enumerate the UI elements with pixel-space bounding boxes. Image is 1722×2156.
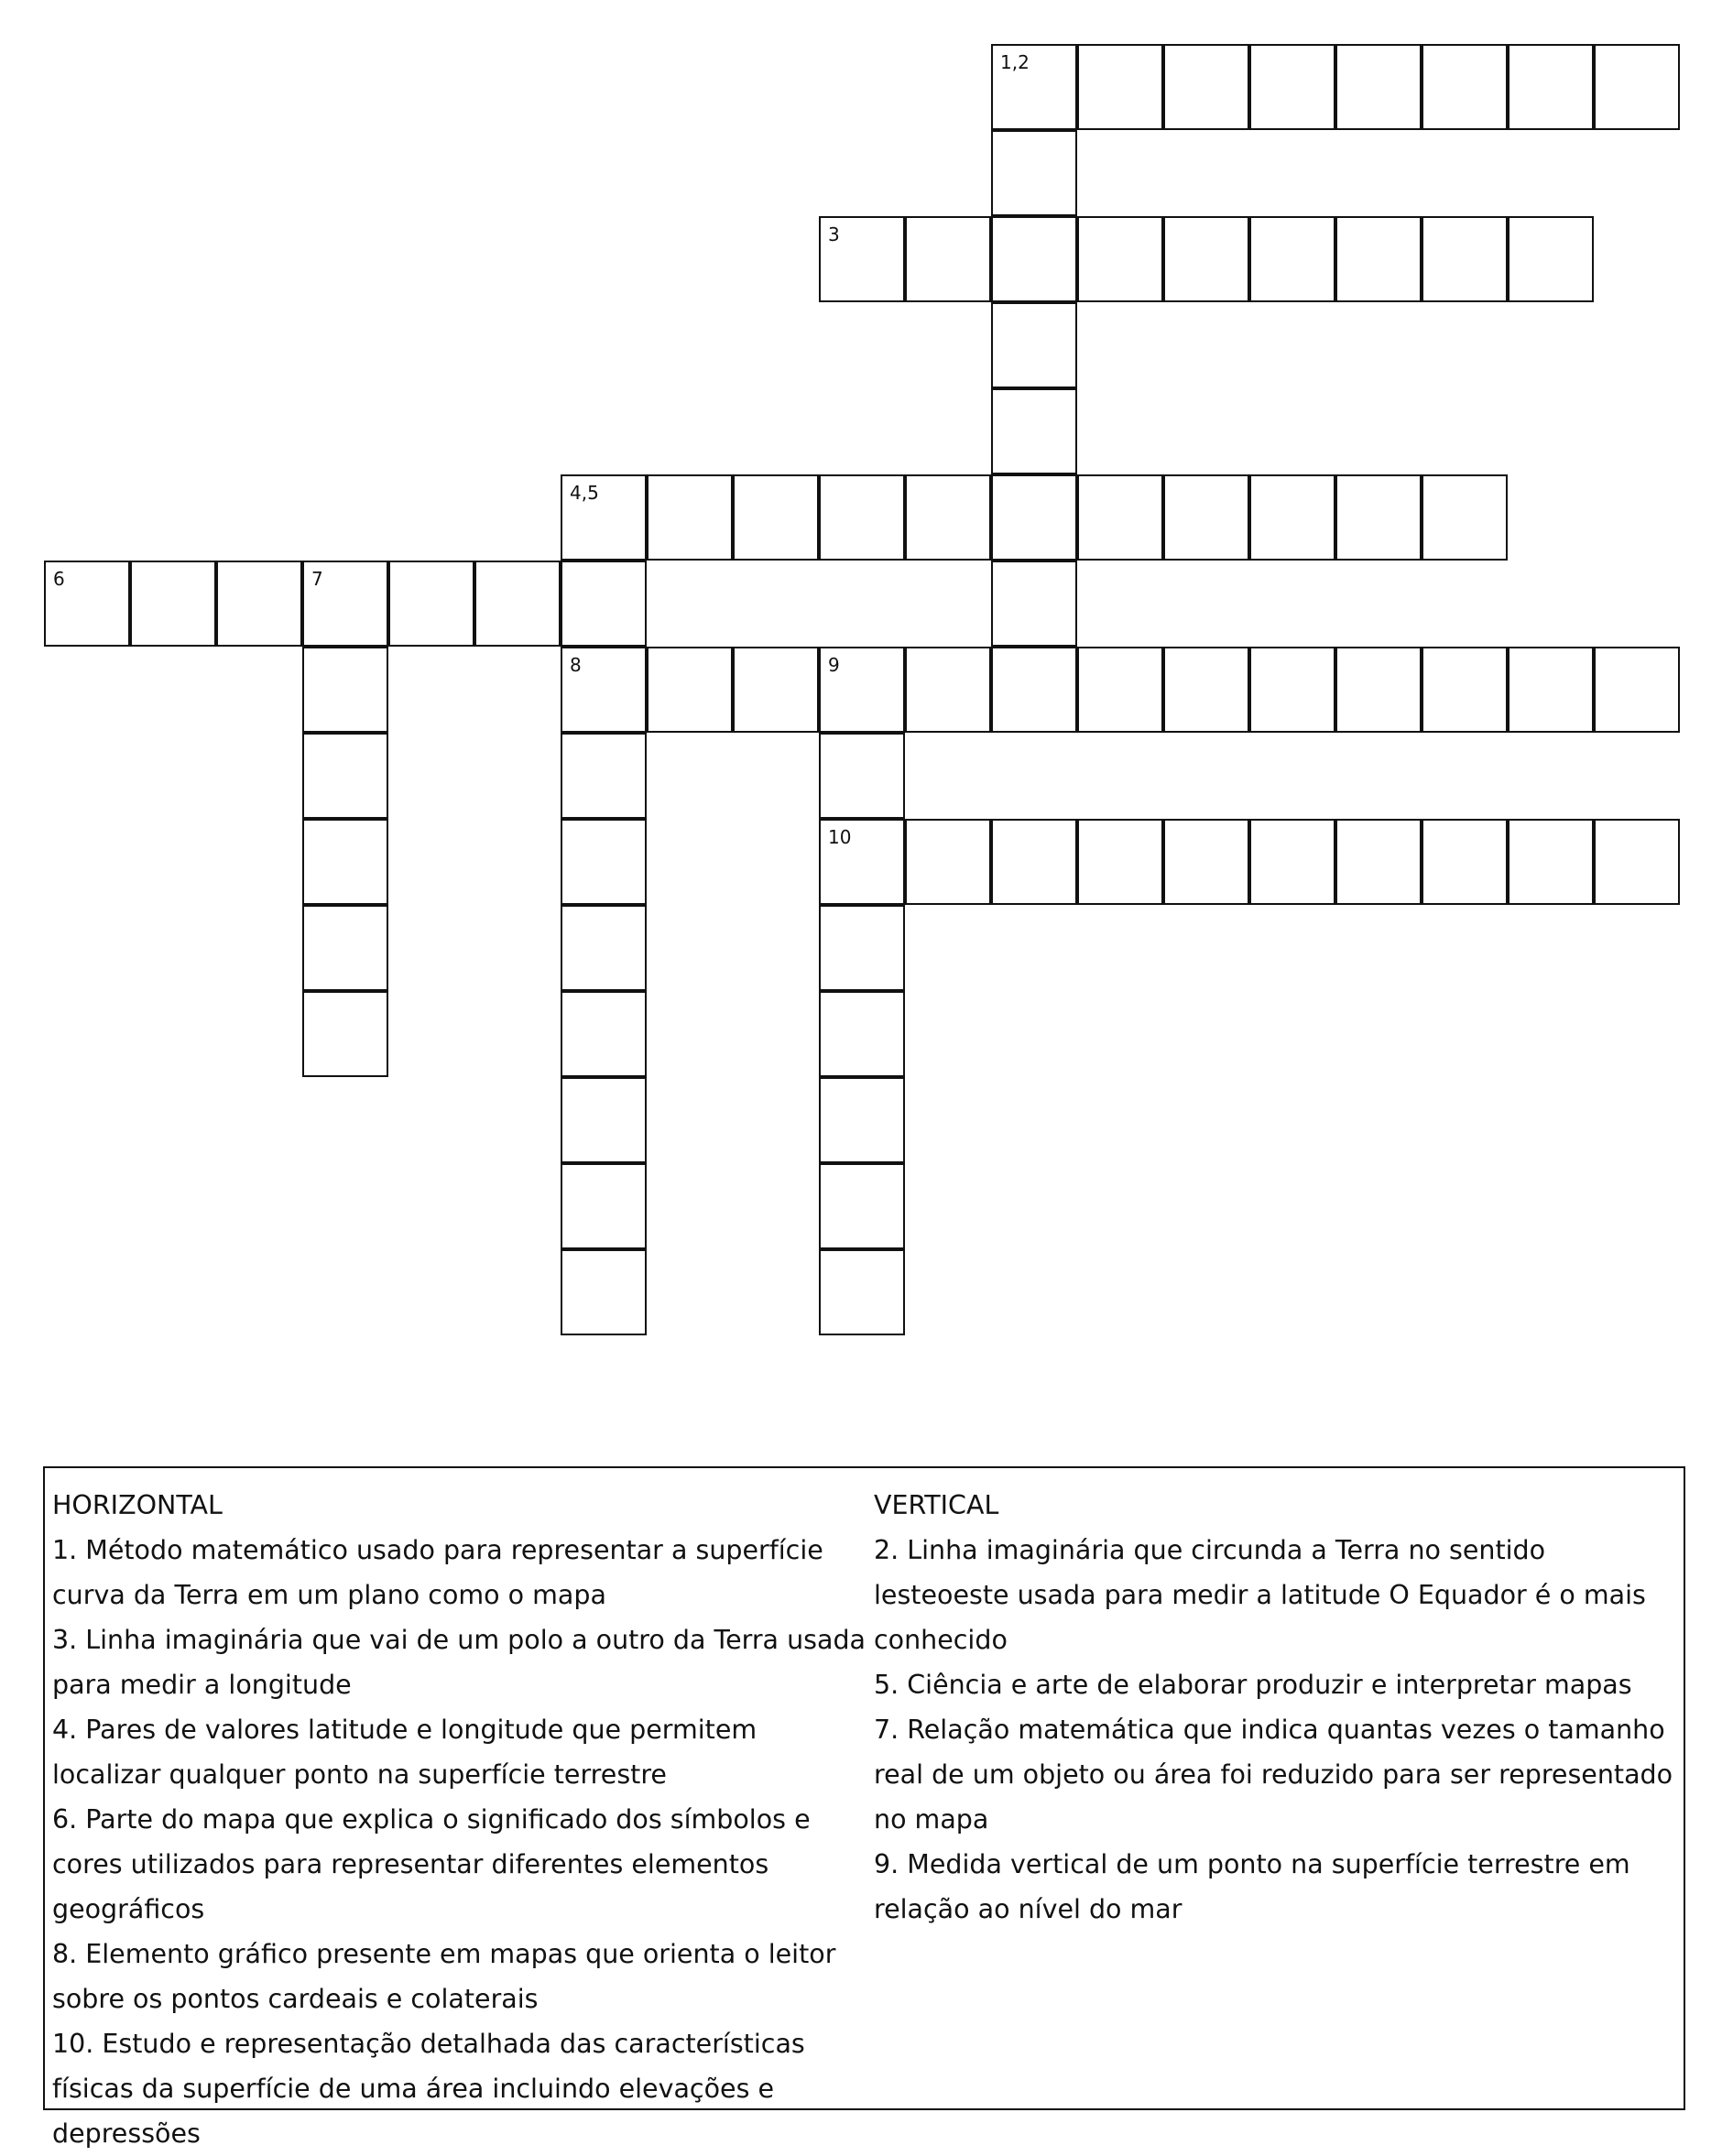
clue-number: 9 <box>828 654 840 676</box>
crossword-cell[interactable] <box>561 733 647 819</box>
crossword-cell[interactable] <box>1249 647 1335 733</box>
crossword-cell[interactable] <box>991 44 1077 130</box>
horizontal-clues <box>52 1483 867 2156</box>
vertical-title: VERTICAL <box>874 1490 999 1520</box>
crossword-cell[interactable] <box>1163 474 1249 561</box>
crossword-cell[interactable] <box>44 561 130 647</box>
clue-number: 1,2 <box>1000 51 1030 73</box>
crossword-cell[interactable] <box>1077 647 1163 733</box>
crossword-cell[interactable] <box>1422 819 1508 905</box>
crossword-cell[interactable] <box>991 216 1077 302</box>
crossword-cell[interactable] <box>561 819 647 905</box>
crossword-cell[interactable] <box>1163 647 1249 733</box>
crossword-cell[interactable] <box>1508 44 1594 130</box>
crossword-cell[interactable] <box>647 474 733 561</box>
crossword-cell[interactable] <box>1249 474 1335 561</box>
crossword-cell[interactable] <box>561 991 647 1077</box>
crossword-cell[interactable] <box>905 474 991 561</box>
vertical-clue: 7. Relação matemática que indica quantas vezes o tamanho real de um objeto ou área foi reduzido para ser representado no mapa <box>874 1715 1673 1835</box>
crossword-cell[interactable] <box>561 1249 647 1335</box>
crossword-cell[interactable] <box>561 1077 647 1163</box>
crossword-cell[interactable] <box>819 1077 905 1163</box>
crossword-cell[interactable] <box>561 561 647 647</box>
crossword-cell[interactable] <box>1249 216 1335 302</box>
crossword-cell[interactable] <box>561 1163 647 1249</box>
crossword-cell[interactable] <box>561 647 647 733</box>
crossword-cell[interactable] <box>1077 216 1163 302</box>
crossword-cell[interactable] <box>1335 474 1422 561</box>
crossword-cell[interactable] <box>302 905 388 991</box>
crossword-cell[interactable] <box>474 561 561 647</box>
crossword-cell[interactable] <box>302 991 388 1077</box>
crossword-cell[interactable] <box>1422 647 1508 733</box>
crossword-cell[interactable] <box>561 474 647 561</box>
crossword-cell[interactable] <box>905 216 991 302</box>
crossword-cell[interactable] <box>733 647 819 733</box>
vertical-clue: 9. Medida vertical de um ponto na superfície terrestre em relação ao nível do mar <box>874 1849 1630 1924</box>
crossword-cell[interactable] <box>819 733 905 819</box>
crossword-cell[interactable] <box>819 1163 905 1249</box>
horizontal-clue: 6. Parte do mapa que explica o significado dos símbolos e cores utilizados para representar diferentes elementos geográficos <box>52 1804 811 1924</box>
crossword-cell[interactable] <box>302 733 388 819</box>
crossword-cell[interactable] <box>1508 216 1594 302</box>
crossword-cell[interactable] <box>819 905 905 991</box>
crossword-cell[interactable] <box>819 819 905 905</box>
crossword-cell[interactable] <box>991 647 1077 733</box>
crossword-cell[interactable] <box>1594 819 1680 905</box>
crossword-cell[interactable] <box>733 474 819 561</box>
clue-number: 4,5 <box>570 482 599 504</box>
crossword-cell[interactable] <box>819 1249 905 1335</box>
crossword-cell[interactable] <box>302 647 388 733</box>
crossword-cell[interactable] <box>1594 44 1680 130</box>
crossword-cell[interactable] <box>991 561 1077 647</box>
horizontal-clue: 8. Elemento gráfico presente em mapas que orienta o leitor sobre os pontos cardeais e colaterais <box>52 1939 836 2014</box>
crossword-cell[interactable] <box>561 905 647 991</box>
crossword-cell[interactable] <box>1508 819 1594 905</box>
clue-number: 7 <box>311 568 323 590</box>
crossword-cell[interactable] <box>1422 474 1508 561</box>
crossword-cell[interactable] <box>819 647 905 733</box>
crossword-cell[interactable] <box>1163 216 1249 302</box>
crossword-cell[interactable] <box>1335 819 1422 905</box>
clue-number: 10 <box>828 826 852 848</box>
horizontal-clue: 1. Método matemático usado para representar a superfície curva da Terra em um plano como o mapa <box>52 1535 823 1610</box>
horizontal-clue: 4. Pares de valores latitude e longitude que permitem localizar qualquer ponto na superfície terrestre <box>52 1715 757 1790</box>
vertical-clues <box>874 1483 1680 1932</box>
crossword-cell[interactable] <box>1077 44 1163 130</box>
crossword-cell[interactable] <box>1249 44 1335 130</box>
crossword-cell[interactable] <box>1422 44 1508 130</box>
crossword-cell[interactable] <box>1594 647 1680 733</box>
crossword-cell[interactable] <box>1335 44 1422 130</box>
crossword-cell[interactable] <box>647 647 733 733</box>
horizontal-clue: 10. Estudo e representação detalhada das características físicas da superfície de uma área incluindo elevações e depressões <box>52 2029 805 2149</box>
crossword-cell[interactable] <box>1335 216 1422 302</box>
crossword-cell[interactable] <box>1422 216 1508 302</box>
crossword-cell[interactable] <box>302 819 388 905</box>
clue-number: 8 <box>570 654 582 676</box>
crossword-cell[interactable] <box>991 474 1077 561</box>
crossword-cell[interactable] <box>1077 819 1163 905</box>
horizontal-title: HORIZONTAL <box>52 1490 223 1520</box>
crossword-cell[interactable] <box>388 561 474 647</box>
crossword-cell[interactable] <box>905 819 991 905</box>
crossword-cell[interactable] <box>130 561 216 647</box>
crossword-cell[interactable] <box>905 647 991 733</box>
crossword-cell[interactable] <box>991 819 1077 905</box>
clues-box <box>43 1466 1685 2149</box>
crossword-cell[interactable] <box>991 130 1077 216</box>
crossword-cell[interactable] <box>302 561 388 647</box>
horizontal-clue: 3. Linha imaginária que vai de um polo a outro da Terra usada para medir a longitude <box>52 1625 866 1700</box>
crossword-cell[interactable] <box>819 216 905 302</box>
crossword-cell[interactable] <box>1163 819 1249 905</box>
crossword-cell[interactable] <box>819 474 905 561</box>
crossword-cell[interactable] <box>1077 474 1163 561</box>
crossword-cell[interactable] <box>1163 44 1249 130</box>
crossword-cell[interactable] <box>216 561 302 647</box>
crossword-cell[interactable] <box>819 991 905 1077</box>
crossword-cell[interactable] <box>1508 647 1594 733</box>
crossword-cell[interactable] <box>1249 819 1335 905</box>
crossword-cell[interactable] <box>1335 647 1422 733</box>
crossword-cell[interactable] <box>991 388 1077 474</box>
vertical-clue: 2. Linha imaginária que circunda a Terra no sentido lesteoeste usada para medir a latitude O Equador é o mais conhecido <box>874 1535 1646 1655</box>
vertical-clue: 5. Ciência e arte de elaborar produzir e interpretar mapas <box>874 1670 1632 1700</box>
clue-number: 6 <box>53 568 65 590</box>
clue-number: 3 <box>828 223 840 245</box>
crossword-cell[interactable] <box>991 302 1077 388</box>
